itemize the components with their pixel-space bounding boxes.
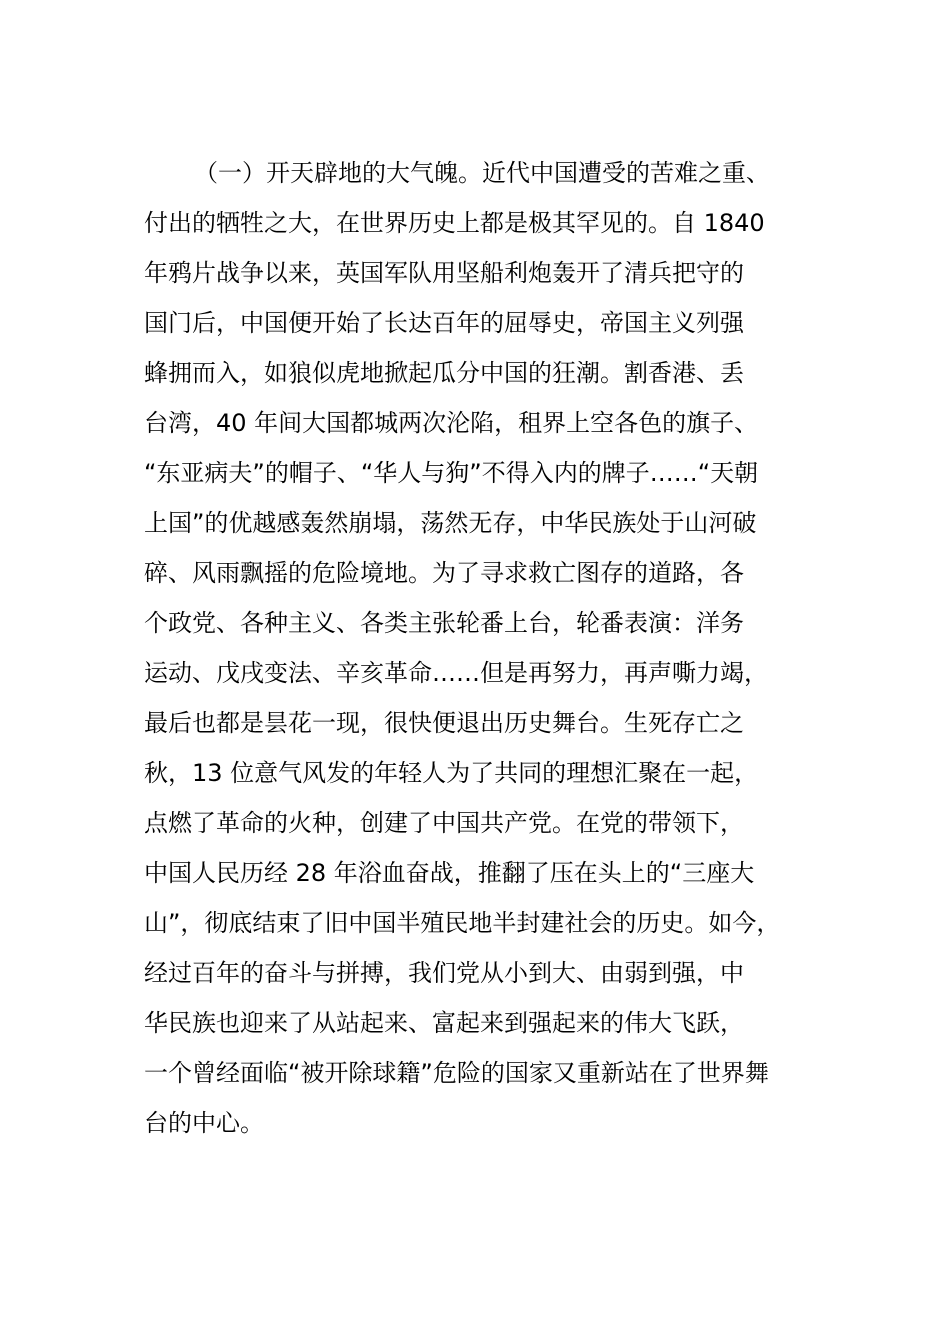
paragraph-line: 经过百年的奋斗与拼搏，我们党从小到大、由弱到强，中 xyxy=(144,959,744,987)
paragraph-line: 个政党、各种主义、各类主张轮番上台，轮番表演：洋务 xyxy=(144,609,744,637)
paragraph-line: 一个曾经面临“被开除球籍”危险的国家又重新站在了世界舞 xyxy=(144,1059,769,1087)
paragraph-line: 蜂拥而入，如狼似虎地掀起瓜分中国的狂潮。割香港、丢 xyxy=(144,359,744,387)
body-paragraph xyxy=(144,148,824,1148)
paragraph-line: 华民族也迎来了从站起来、富起来到强起来的伟大飞跃， xyxy=(144,1009,744,1037)
paragraph-line: 最后也都是昙花一现，很快便退出历史舞台。生死存亡之 xyxy=(144,709,744,737)
paragraph-line: 秋，13 位意气风发的年轻人为了共同的理想汇聚在一起， xyxy=(144,759,759,787)
paragraph-line: 点燃了革命的火种，创建了中国共产党。在党的带领下， xyxy=(144,809,744,837)
paragraph-line: 年鸦片战争以来，英国军队用坚船利炮轰开了清兵把守的 xyxy=(144,259,744,287)
paragraph-line: 国门后，中国便开始了长达百年的屈辱史，帝国主义列强 xyxy=(144,309,744,337)
paragraph-line: （一）开天辟地的大气魄。近代中国遭受的苦难之重、 xyxy=(194,159,770,187)
paragraph-line: 付出的牺牲之大，在世界历史上都是极其罕见的。自 1840 xyxy=(144,209,765,237)
paragraph-line: 台湾，40 年间大国都城两次沦陷，租界上空各色的旗子、 xyxy=(144,409,759,437)
paragraph-line: 中国人民历经 28 年浴血奋战，推翻了压在头上的“三座大 xyxy=(144,859,755,887)
paragraph-line: 山”，彻底结束了旧中国半殖民地半封建社会的历史。如今， xyxy=(144,909,781,937)
paragraph-line: 碎、风雨飘摇的危险境地。为了寻求救亡图存的道路，各 xyxy=(144,559,744,587)
paragraph-line: 运动、戊戌变法、辛亥革命……但是再努力，再声嘶力竭， xyxy=(144,659,768,687)
paragraph-line: 上国”的优越感轰然崩塌，荡然无存，中华民族处于山河破 xyxy=(144,509,757,537)
paragraph-line: “东亚病夫”的帽子、“华人与狗”不得入内的牌子……“天朝 xyxy=(144,459,759,487)
paragraph-line: 台的中心。 xyxy=(144,1109,264,1137)
